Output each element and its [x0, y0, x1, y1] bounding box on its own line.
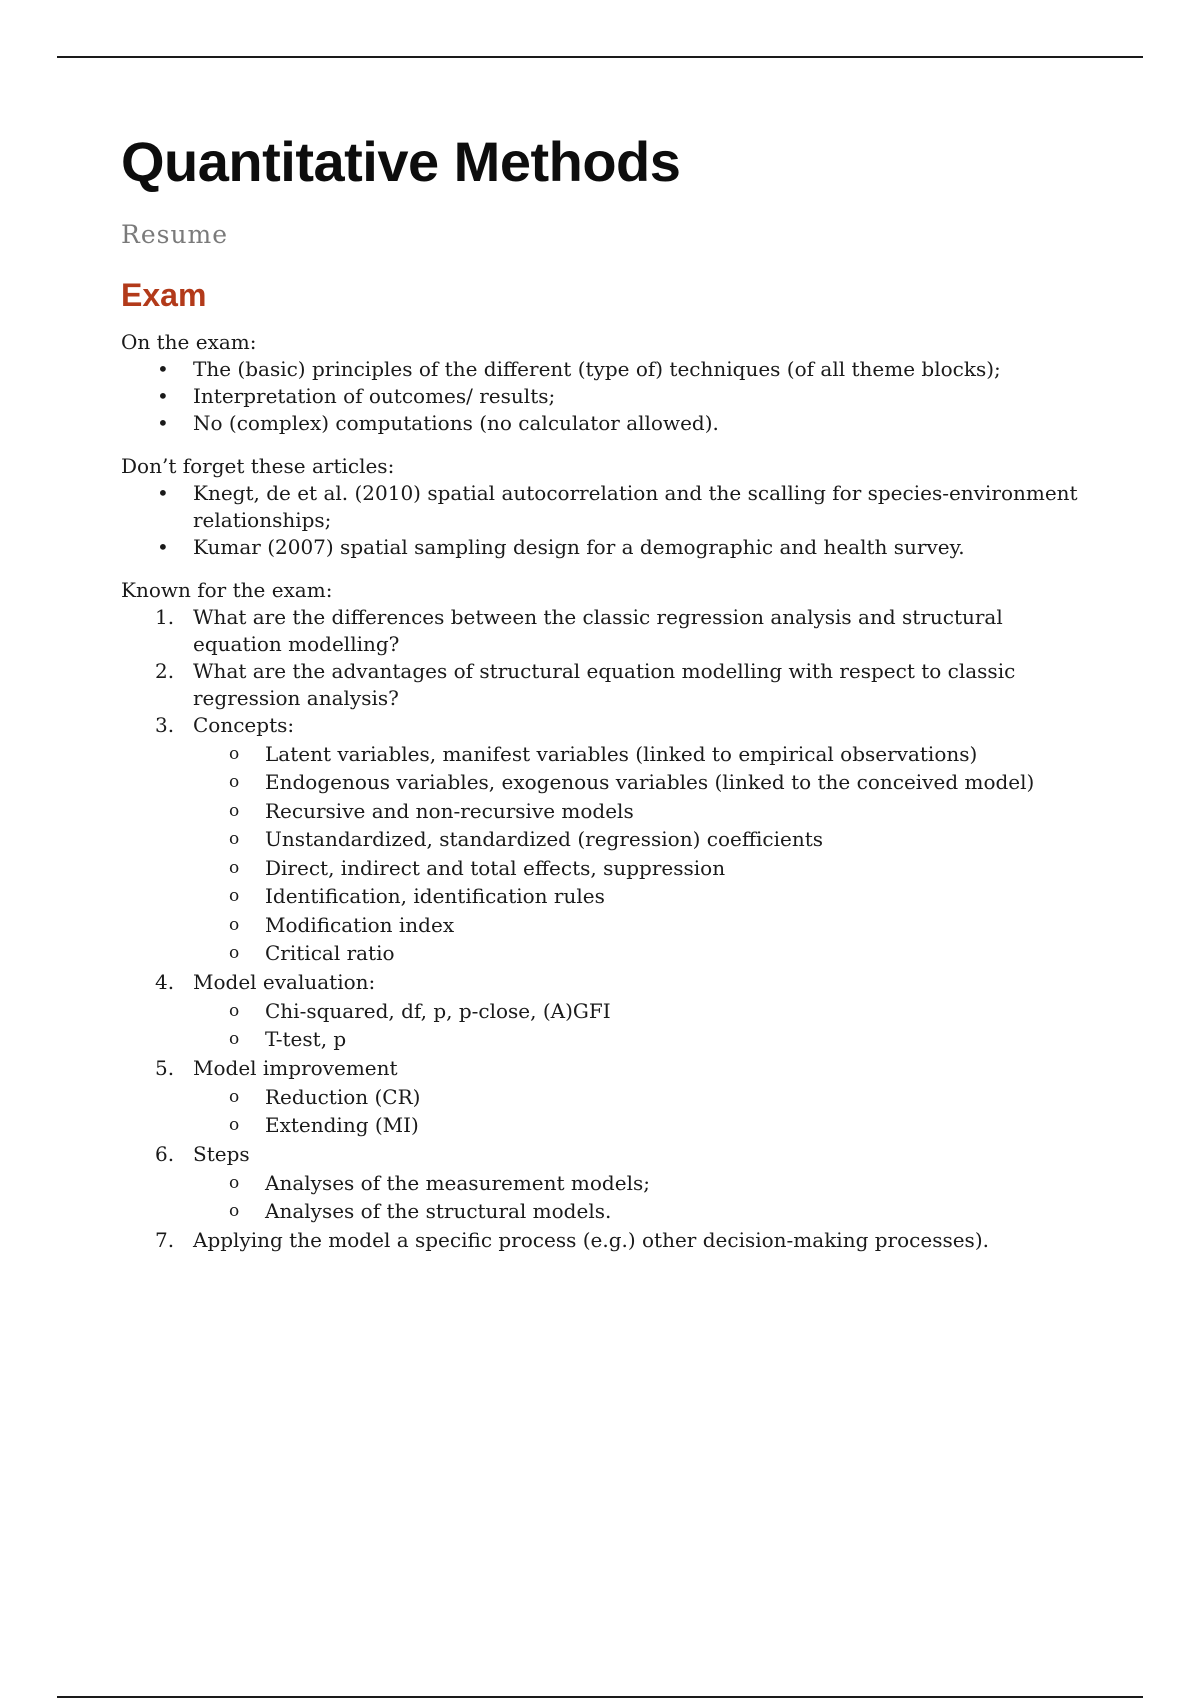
circle-bullet-icon: o — [229, 1000, 240, 1021]
circle-bullet-icon: o — [229, 1029, 240, 1050]
sub-item-text: Latent variables, manifest variables (linked to empirical observations) — [265, 741, 978, 766]
bullet-icon: • — [157, 410, 169, 435]
sub-item-text: Unstandardized, standardized (regression) coefficients — [265, 827, 824, 852]
sub-item-text: Recursive and non-recursive models — [265, 798, 634, 823]
sub-list-item — [193, 997, 1081, 1026]
circle-bullet-icon: o — [229, 886, 240, 907]
bullet-icon: • — [157, 534, 169, 559]
item-number: 3. — [155, 712, 175, 737]
known-list — [121, 604, 1081, 1254]
sub-item-text: Chi-squared, df, p, p-close, (A)GFI — [265, 998, 611, 1023]
circle-bullet-icon: o — [229, 829, 240, 850]
circle-bullet-icon: o — [229, 743, 240, 764]
sub-item-text: Analyses of the structural models. — [265, 1199, 612, 1224]
circle-bullet-icon: o — [229, 914, 240, 935]
header-rule — [57, 56, 1143, 58]
item-number: 5. — [155, 1055, 175, 1080]
numbered-item — [121, 969, 1081, 1054]
sub-list — [193, 1169, 1081, 1226]
numbered-item — [121, 658, 1081, 712]
sub-list-item — [193, 882, 1081, 911]
articles-intro: Don’t forget these articles: — [121, 453, 395, 478]
sub-list-item — [193, 854, 1081, 883]
bullet-icon: • — [157, 356, 169, 381]
sub-list-item — [193, 768, 1081, 797]
document-title: Quantitative Methods — [121, 130, 681, 193]
document-subtitle: Resume — [121, 220, 229, 250]
document-body — [121, 120, 1081, 1254]
known-block — [121, 577, 1081, 1254]
circle-bullet-icon: o — [229, 943, 240, 964]
numbered-item — [121, 712, 1081, 968]
numbered-item — [121, 604, 1081, 658]
item-number: 1. — [155, 604, 175, 629]
numbered-item — [121, 1141, 1081, 1226]
sub-list-item — [193, 1111, 1081, 1140]
item-text: Model improvement — [193, 1055, 398, 1080]
circle-bullet-icon: o — [229, 1201, 240, 1222]
sub-item-text: Critical ratio — [265, 941, 395, 966]
sub-item-text: Modification index — [265, 912, 455, 937]
list-item — [121, 480, 1081, 534]
sub-item-text: Analyses of the measurement models; — [265, 1170, 650, 1195]
sub-list-item — [193, 1197, 1081, 1226]
circle-bullet-icon: o — [229, 800, 240, 821]
sub-list-item — [193, 911, 1081, 940]
bullet-icon: • — [157, 480, 169, 505]
sub-list — [193, 1083, 1081, 1140]
on-exam-list — [121, 356, 1081, 437]
sub-item-text: Reduction (CR) — [265, 1084, 421, 1109]
circle-bullet-icon: o — [229, 1086, 240, 1107]
sub-list-item — [193, 740, 1081, 769]
known-intro: Known for the exam: — [121, 577, 333, 602]
item-number: 2. — [155, 658, 175, 683]
footer-rule — [57, 1696, 1143, 1698]
sub-list-item — [193, 797, 1081, 826]
sub-list-item — [193, 825, 1081, 854]
list-item — [121, 410, 1081, 437]
circle-bullet-icon: o — [229, 1115, 240, 1136]
item-text: Concepts: — [193, 712, 295, 737]
articles-block — [121, 453, 1081, 561]
list-item-text: No (complex) computations (no calculator allowed). — [193, 410, 719, 435]
list-item-text: Knegt, de et al. (2010) spatial autocorrelation and the scalling for species-environment relationships; — [193, 480, 1078, 532]
list-item-text: Kumar (2007) spatial sampling design for a demographic and health survey. — [193, 534, 965, 559]
sub-list — [193, 997, 1081, 1054]
circle-bullet-icon: o — [229, 857, 240, 878]
item-text: Model evaluation: — [193, 969, 376, 994]
list-item-text: The (basic) principles of the different (type of) techniques (of all theme blocks); — [193, 356, 1001, 381]
section-heading-exam: Exam — [121, 277, 207, 314]
sub-item-text: T-test, p — [265, 1027, 347, 1052]
list-item — [121, 534, 1081, 561]
articles-list — [121, 480, 1081, 561]
sub-list-item — [193, 1169, 1081, 1198]
circle-bullet-icon: o — [229, 772, 240, 793]
item-text: What are the differences between the classic regression analysis and structural equation modelling? — [193, 604, 1003, 656]
sub-item-text: Extending (MI) — [265, 1113, 419, 1138]
list-item-text: Interpretation of outcomes/ results; — [193, 383, 556, 408]
on-exam-intro: On the exam: — [121, 329, 257, 354]
on-exam-block — [121, 329, 1081, 437]
list-item — [121, 356, 1081, 383]
item-text: Applying the model a specific process (e.g.) other decision-making processes). — [193, 1227, 989, 1252]
list-item — [121, 383, 1081, 410]
sub-item-text: Identification, identification rules — [265, 884, 605, 909]
numbered-item — [121, 1055, 1081, 1140]
item-number: 6. — [155, 1141, 175, 1166]
sub-item-text: Direct, indirect and total effects, suppression — [265, 855, 726, 880]
numbered-item — [121, 1227, 1081, 1254]
item-number: 4. — [155, 969, 175, 994]
sub-list-item — [193, 1083, 1081, 1112]
item-text: What are the advantages of structural equation modelling with respect to classic regression analysis? — [193, 658, 1016, 710]
item-text: Steps — [193, 1141, 250, 1166]
circle-bullet-icon: o — [229, 1172, 240, 1193]
bullet-icon: • — [157, 383, 169, 408]
item-number: 7. — [155, 1227, 175, 1252]
sub-item-text: Endogenous variables, exogenous variables (linked to the conceived model) — [265, 770, 1035, 795]
sub-list — [193, 740, 1081, 968]
sub-list-item — [193, 1025, 1081, 1054]
sub-list-item — [193, 939, 1081, 968]
